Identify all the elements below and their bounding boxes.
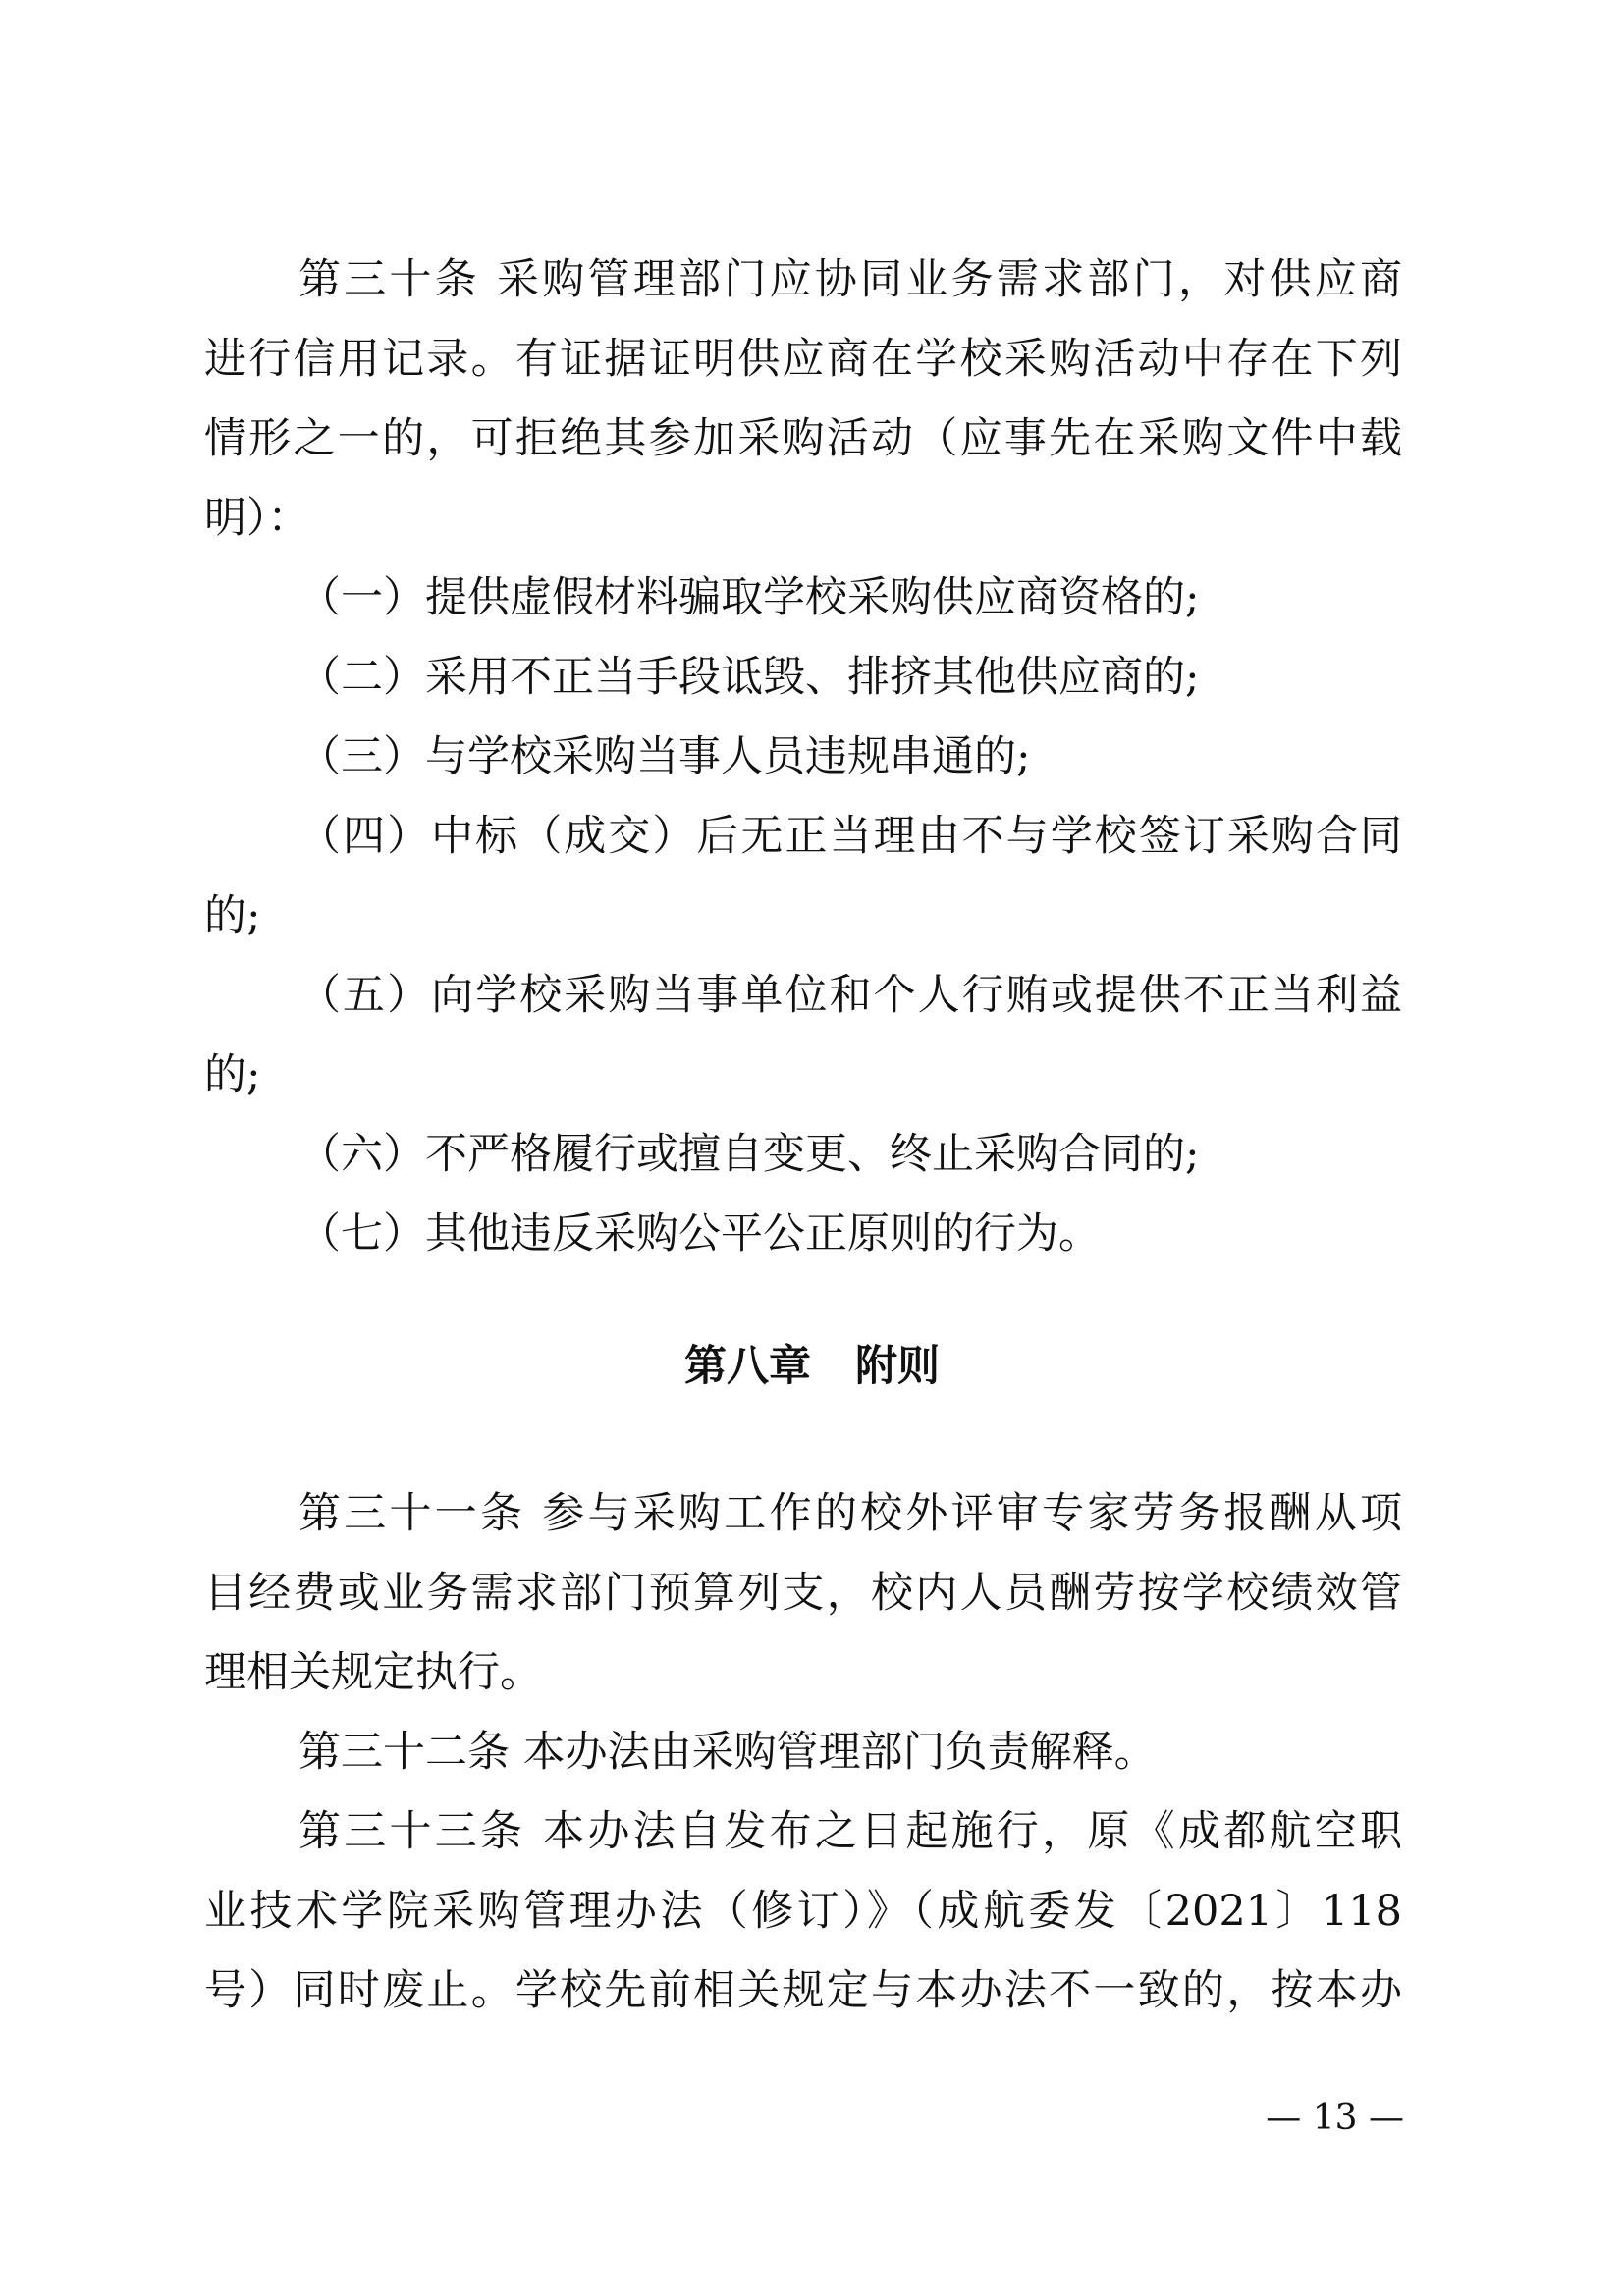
list-item-4-line-2: 的; xyxy=(204,891,261,940)
article-33-line-2: 业技术学院采购管理办法（修订）》（成航委发〔2021〕118 xyxy=(204,1887,1402,1936)
list-item-3: （三）与学校采购当事人员违规串通的; xyxy=(298,732,1031,781)
page-number: — 13 — xyxy=(1266,2098,1404,2138)
article-33-line-1: 第三十三条 本办法自发布之日起施行，原《成都航空职 xyxy=(298,1807,1402,1856)
article-30-line-2: 进行信用记录。有证据证明供应商在学校采购活动中存在下列 xyxy=(204,335,1402,384)
list-item-5-line-1: （五）向学校采购当事单位和个人行贿或提供不正当利益 xyxy=(298,971,1402,1020)
list-item-6: （六）不严格履行或擅自变更、终止采购合同的; xyxy=(298,1130,1200,1179)
article-30-line-4: 明）： xyxy=(204,494,310,543)
article-32: 第三十二条 本办法由采购管理部门负责解释。 xyxy=(298,1728,1157,1777)
list-item-4-line-1: （四）中标（成交）后无正当理由不与学校签订采购合同 xyxy=(298,812,1402,861)
list-item-5-line-2: 的; xyxy=(204,1050,261,1099)
article-31-line-3: 理相关规定执行。 xyxy=(204,1648,542,1697)
article-30-line-3: 情形之一的，可拒绝其参加采购活动（应事先在采购文件中载 xyxy=(204,414,1402,463)
article-31-line-2: 目经费或业务需求部门预算列支，校内人员酬劳按学校绩效管 xyxy=(204,1569,1402,1618)
list-item-2: （二）采用不正当手段诋毁、排挤其他供应商的; xyxy=(298,653,1200,702)
article-31-line-1: 第三十一条 参与采购工作的校外评审专家劳务报酬从项 xyxy=(298,1489,1402,1538)
article-33-line-3: 号）同时废止。学校先前相关规定与本办法不一致的，按本办 xyxy=(204,1966,1402,2015)
list-item-1: （一）提供虚假材料骗取学校采购供应商资格的; xyxy=(298,573,1200,622)
article-30-line-1: 第三十条 采购管理部门应协同业务需求部门，对供应商 xyxy=(298,255,1402,304)
chapter-heading: 第八章 附则 xyxy=(684,1342,940,1391)
list-item-7: （七）其他违反采购公平公正原则的行为。 xyxy=(298,1209,1101,1258)
